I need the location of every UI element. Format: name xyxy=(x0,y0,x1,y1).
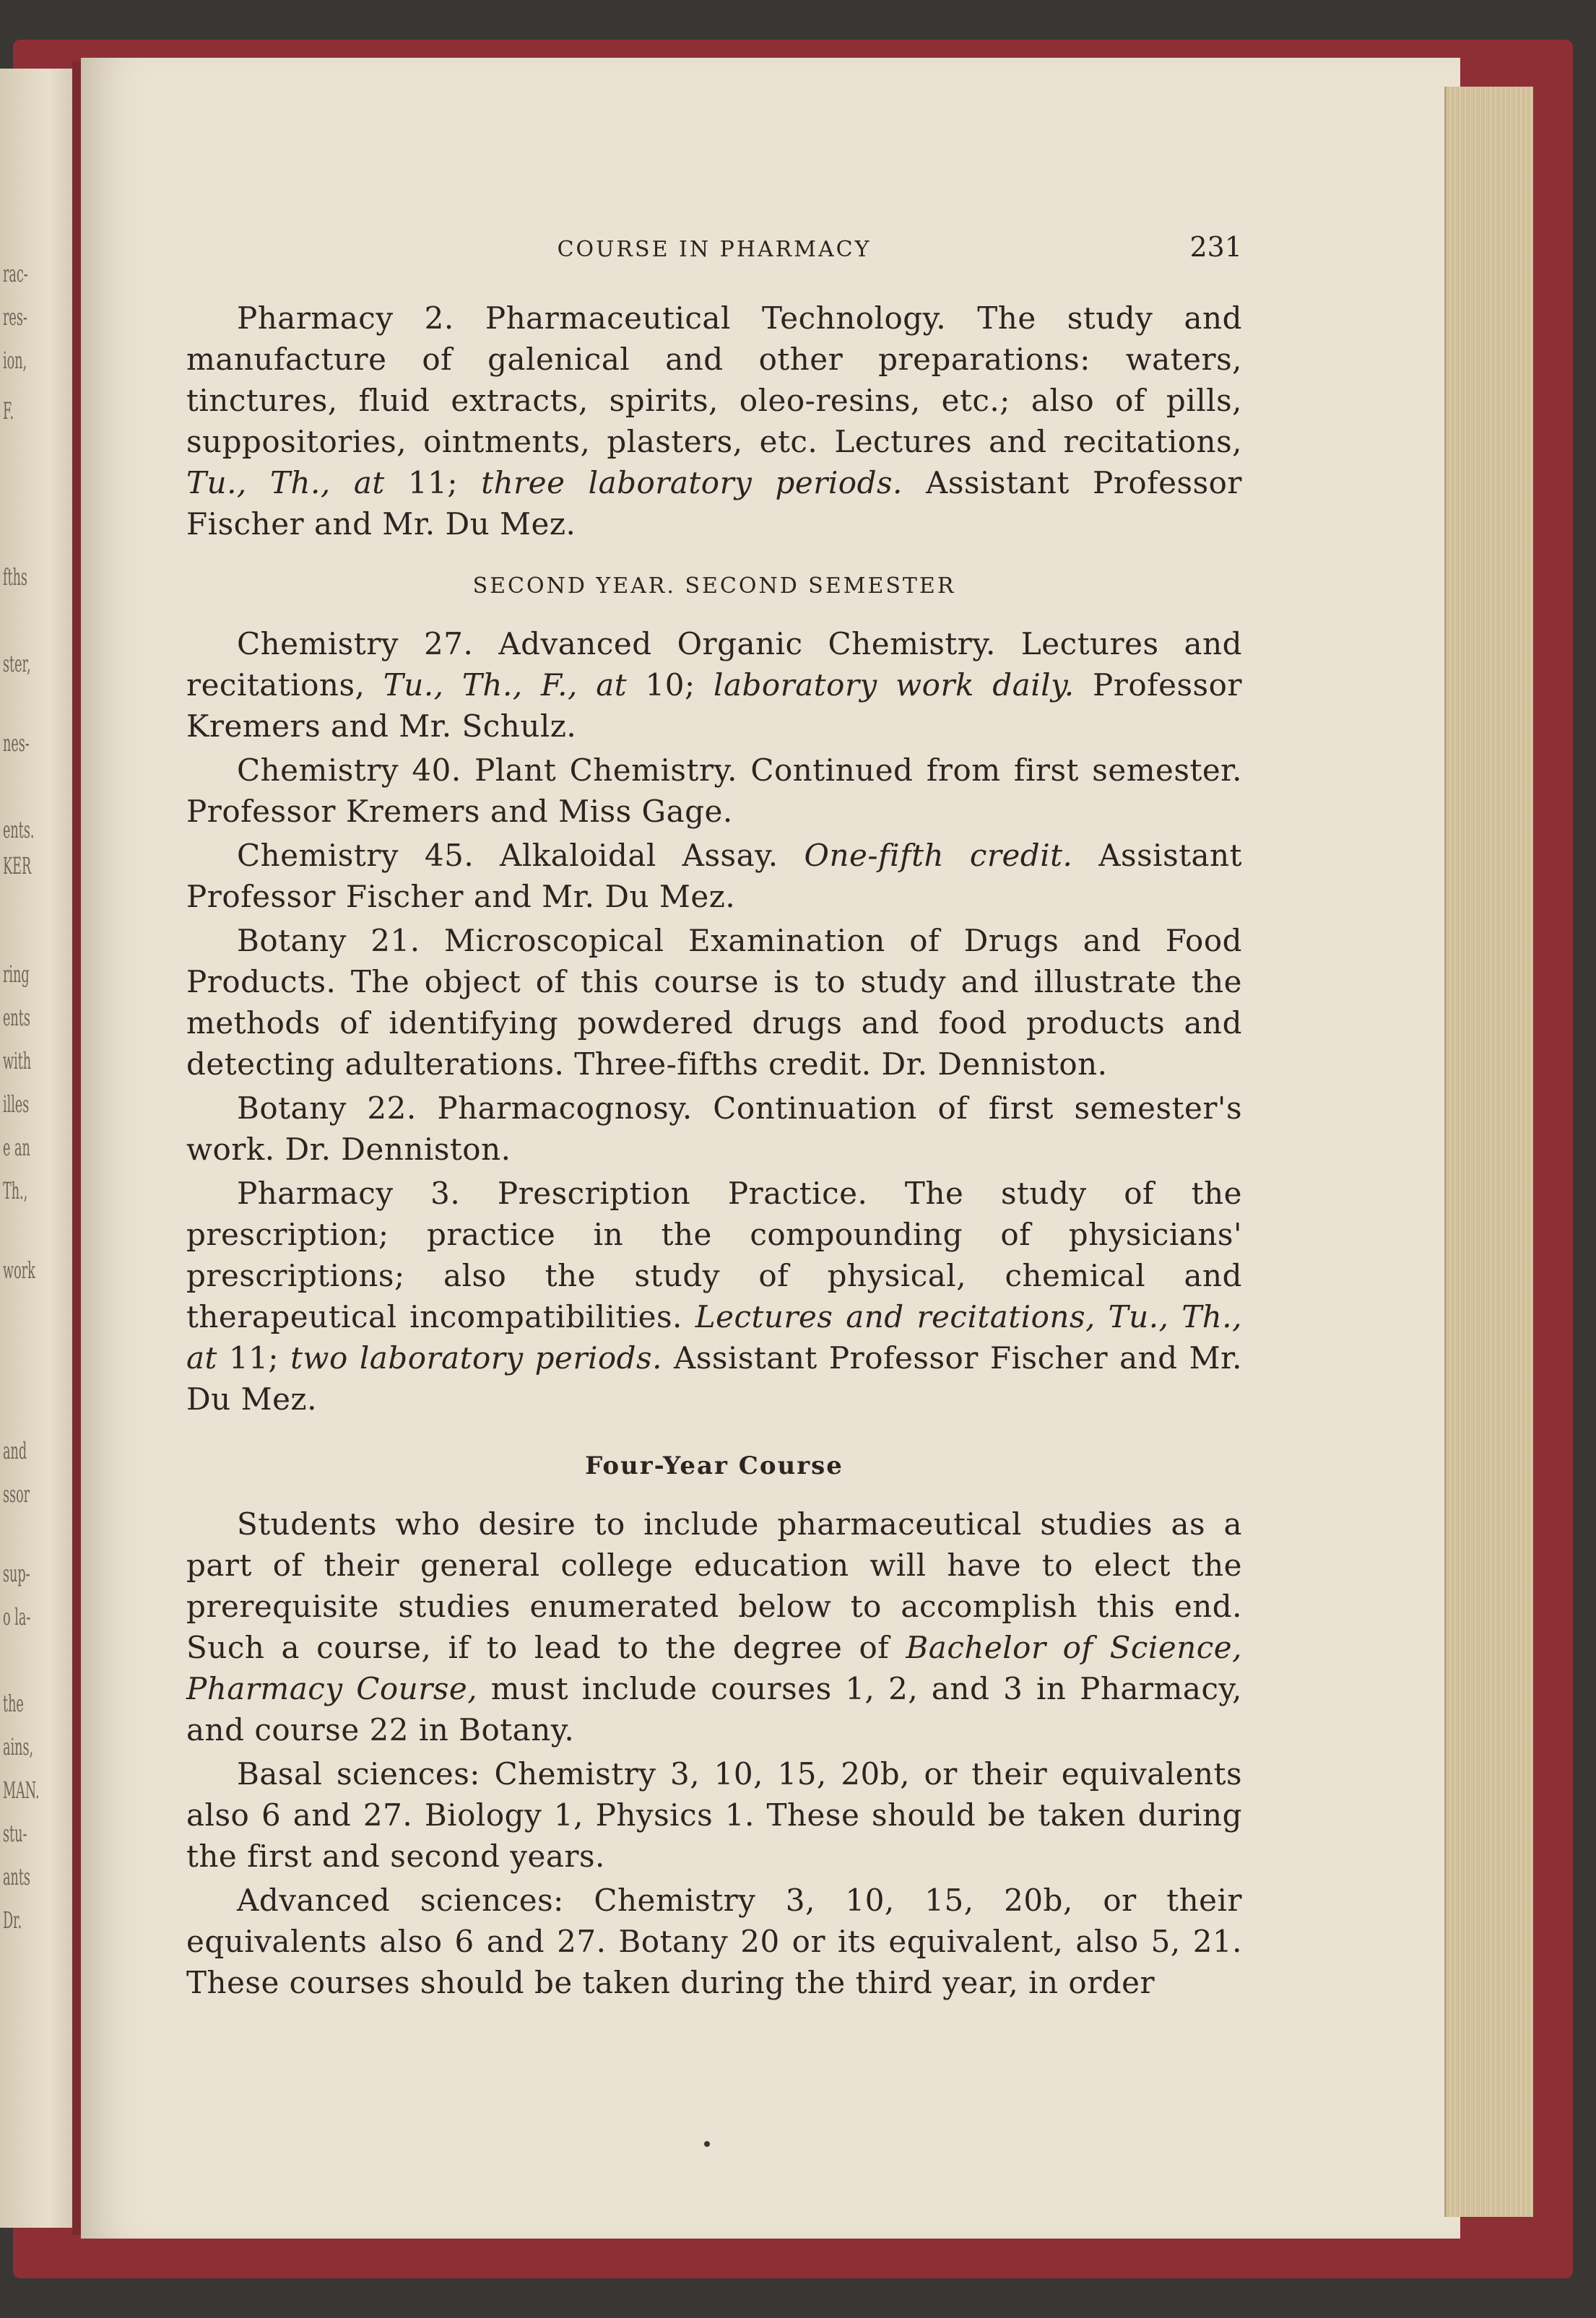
facing-page-fragment: ents xyxy=(3,1004,30,1031)
page-content xyxy=(186,224,1242,2003)
botany-22-entry: Botany 22. Pharmacognosy. Continuation of first semester's work. Dr. Denniston. xyxy=(186,1090,1242,1167)
hour-text: 10; xyxy=(627,667,714,703)
four-year-course-heading: Four-Year Course xyxy=(585,1451,843,1480)
facing-page-fragment: ents. xyxy=(3,816,35,843)
facing-page-fragment: ring xyxy=(3,960,30,988)
chemistry-45-entry xyxy=(186,835,1242,917)
facing-page-fragment: ants xyxy=(3,1863,30,1891)
facing-page-fragment: sup- xyxy=(3,1560,30,1587)
running-head xyxy=(186,224,1242,267)
students-paragraph xyxy=(186,1503,1242,1750)
facing-page-fragment: work xyxy=(3,1256,35,1284)
pharmacy-3-entry xyxy=(186,1173,1242,1420)
degree-text: Bachelor of Science, Pharmacy Course, xyxy=(186,1630,1242,1706)
schedule-text: Tu., Th., F., at xyxy=(383,667,628,703)
staff-text: Assistant Professor Fischer and Mr. Du Mez. xyxy=(186,838,1242,914)
lab-text: three laboratory periods. xyxy=(481,465,903,500)
paragraph-text: Students who desire to include pharmaceutical studies as a part of their general college education will have to elect the prerequisite studies enumerated below to accomplish this end. Such a course, if to lead to the degree of xyxy=(186,1506,1242,1665)
facing-page-fragment: KER xyxy=(3,852,32,880)
schedule-text: Tu., Th., at xyxy=(186,465,385,500)
lab-text: laboratory work daily. xyxy=(714,667,1075,703)
facing-page-fragment: ssor xyxy=(3,1480,30,1508)
facing-page-fragment: fths xyxy=(3,563,27,591)
facing-page-fragment: ains, xyxy=(3,1733,34,1761)
hour-text: 11; xyxy=(217,1340,291,1376)
page-edges xyxy=(1444,87,1533,2217)
chemistry-40-entry: Chemistry 40. Plant Chemistry. Continued from first semester. Professor Kremers and Miss Gage. xyxy=(186,752,1242,829)
basal-sciences-paragraph: Basal sciences: Chemistry 3, 10, 15, 20b, or their equivalents also 6 and 27. Biology 1, Physics 1. These should be taken during the first and second years. xyxy=(186,1756,1242,1874)
facing-page-fragment: nes- xyxy=(3,729,30,757)
staff-text: Professor Kremers and Mr. Schulz. xyxy=(186,667,1242,744)
course-text: Pharmacy 3. Prescription Practice. The study of the prescription; practice in the compounding of physicians' prescriptions; also the study of physical, chemical and therapeutical incompatibilities. xyxy=(186,1176,1242,1334)
facing-page-fragment: o la- xyxy=(3,1603,31,1631)
advanced-sciences-paragraph: Advanced sciences: Chemistry 3, 10, 15, 20b, or their equivalents also 6 and 27. Botany 20 or its equivalent, also 5, 21. These courses should be taken during the third year, in order xyxy=(186,1883,1242,2000)
facing-page-fragment: rac- xyxy=(3,260,28,287)
schedule-text: Lectures and recitations, Tu., Th., at xyxy=(186,1299,1242,1376)
facing-page-fragment: stu- xyxy=(3,1820,27,1847)
facing-page-fragment: e an xyxy=(3,1134,30,1161)
running-head-title: COURSE IN PHARMACY xyxy=(557,237,872,262)
chemistry-27-entry xyxy=(186,623,1242,747)
botany-21-entry: Botany 21. Microscopical Examination of Drugs and Food Products. The object of this course is to study and illustrate the methods of identifying powdered drugs and food products and detecting adulterations. Three-fifths credit. Dr. Denniston. xyxy=(186,923,1242,1082)
page-dot xyxy=(704,2141,710,2147)
facing-page-fragment: ster, xyxy=(3,650,31,677)
facing-page-fragment: the xyxy=(3,1690,24,1717)
facing-page-fragment: with xyxy=(3,1047,32,1075)
facing-page-fragment: Dr. xyxy=(3,1906,22,1934)
page-number: 231 xyxy=(1189,231,1242,263)
course-text: Chemistry 27. Advanced Organic Chemistry. Lectures and recitations, xyxy=(186,626,1242,703)
section-heading: SECOND YEAR. SECOND SEMESTER xyxy=(472,573,956,599)
facing-page-fragment: and xyxy=(3,1437,27,1464)
facing-page-fragment: F. xyxy=(3,397,14,425)
course-text: Chemistry 45. Alkaloidal Assay. xyxy=(237,838,804,873)
lab-text: two laboratory periods. xyxy=(290,1340,662,1376)
pharmacy-2-entry xyxy=(186,298,1242,544)
staff-text: Assistant Professor Fischer and Mr. Du Mez. xyxy=(186,465,1242,542)
facing-page-fragment: ion, xyxy=(3,347,27,374)
facing-page-fragment: MAN. xyxy=(3,1776,40,1804)
facing-page-fragment: Th., xyxy=(3,1177,28,1204)
credit-text: One-fifth credit. xyxy=(804,838,1073,873)
facing-page-fragment: res- xyxy=(3,303,27,331)
course-text: Pharmacy 2. Pharmaceutical Technology. The study and manufacture of galenical and other preparations: waters, tinctures, fluid extracts, spirits, oleo-resins, etc.; also of pills, suppositories, ointments, plasters, etc. Lectures and recitations, xyxy=(186,300,1242,459)
paragraph-text-rest: must include courses 1, 2, and 3 in Pharmacy, and course 22 in Botany. xyxy=(186,1671,1242,1748)
hour-text: 11; xyxy=(384,465,482,500)
facing-page-fragment: illes xyxy=(3,1090,30,1118)
previous-page-edge xyxy=(0,69,81,2228)
staff-text: Assistant Professor Fischer and Mr. Du Mez. xyxy=(186,1340,1242,1417)
